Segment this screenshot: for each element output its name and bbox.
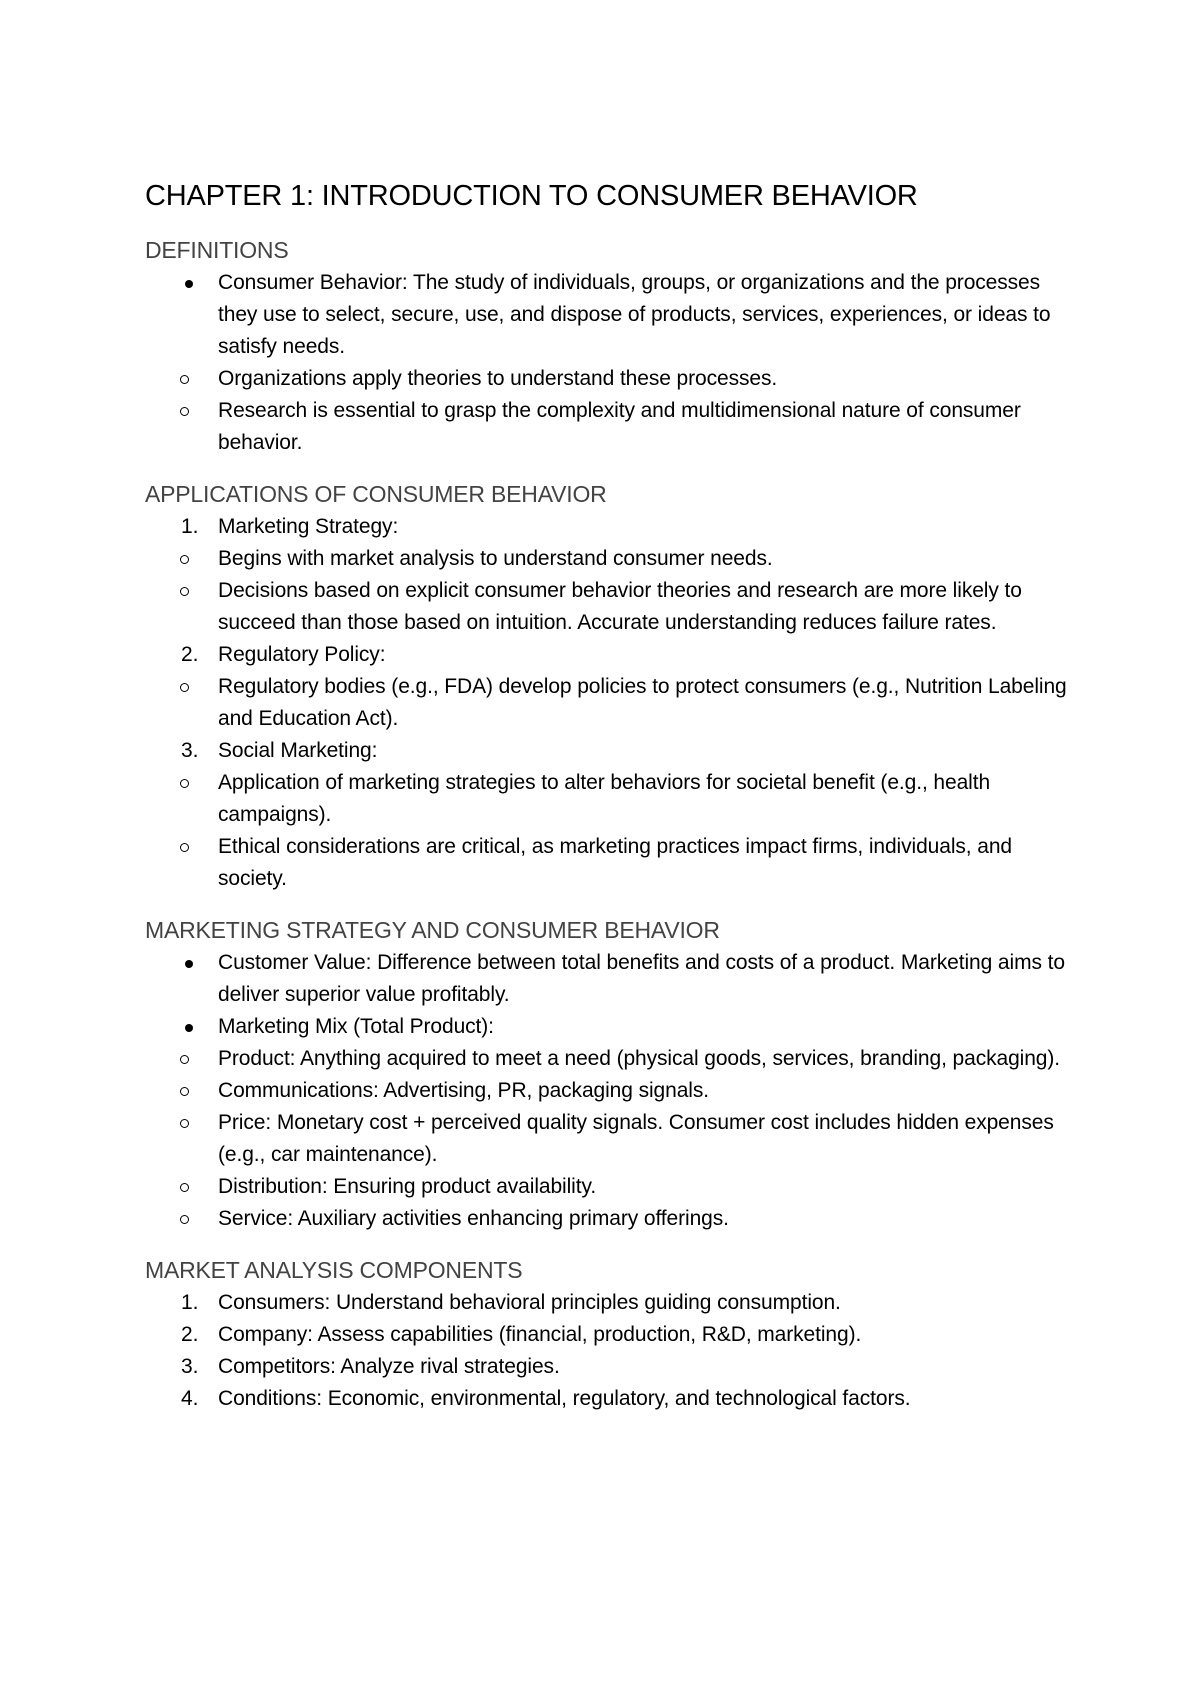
list-item-text: Marketing Strategy: xyxy=(218,515,399,538)
sub-list xyxy=(145,767,1075,895)
list-item-text: Consumers: Understand behavioral principles guiding consumption. xyxy=(218,1291,841,1314)
sub-list-item xyxy=(145,1075,1075,1107)
section xyxy=(145,479,1075,895)
sub-list-item xyxy=(145,543,1075,575)
list-item-text: Conditions: Economic, environmental, regulatory, and technological factors. xyxy=(218,1387,911,1410)
sub-list-item xyxy=(145,363,1075,395)
hollow-bullet-icon xyxy=(180,1183,189,1192)
list-item-text: Company: Assess capabilities (financial, production, R&D, marketing). xyxy=(218,1323,862,1346)
sub-list-item-text: Regulatory bodies (e.g., FDA) develop policies to protect consumers (e.g., Nutrition Labeling and Education Act). xyxy=(218,675,1067,730)
hollow-bullet-icon xyxy=(180,1055,189,1064)
sub-list-item-text: Communications: Advertising, PR, packaging signals. xyxy=(218,1079,709,1102)
list-item-text: Regulatory Policy: xyxy=(218,643,386,666)
list-item xyxy=(145,1351,1075,1383)
section-heading: DEFINITIONS xyxy=(145,237,289,263)
list-item-text: Marketing Mix (Total Product): xyxy=(218,1015,494,1038)
hollow-bullet-icon xyxy=(180,779,189,788)
bullet-list xyxy=(145,947,1075,1235)
sections-container xyxy=(145,235,1075,1415)
sub-list-item-text: Product: Anything acquired to meet a need (physical goods, services, branding, packaging). xyxy=(218,1047,1061,1070)
list-item xyxy=(145,947,1075,1011)
section xyxy=(145,1255,1075,1415)
list-item xyxy=(145,1011,1075,1043)
bullet-icon xyxy=(185,1024,193,1032)
list-number: 3. xyxy=(181,739,199,762)
sub-list-item-text: Ethical considerations are critical, as marketing practices impact firms, individuals, and society. xyxy=(218,835,1012,890)
sub-list-item-text: Organizations apply theories to understand these processes. xyxy=(218,367,778,390)
list-number: 2. xyxy=(181,1323,199,1346)
sub-list-item-text: Application of marketing strategies to alter behaviors for societal benefit (e.g., health campaigns). xyxy=(218,771,991,826)
hollow-bullet-icon xyxy=(180,843,189,852)
hollow-bullet-icon xyxy=(180,1119,189,1128)
list-item-text: Customer Value: Difference between total benefits and costs of a product. Marketing aims to deliver superior value profitably. xyxy=(218,951,1065,1006)
sub-list-item xyxy=(145,671,1075,735)
sub-list-item xyxy=(145,831,1075,895)
sub-list xyxy=(145,363,1075,459)
list-item-text: Social Marketing: xyxy=(218,739,378,762)
sub-list-item-text: Decisions based on explicit consumer behavior theories and research are more likely to succeed than those based on intuition. Accurate understanding reduces failure rates. xyxy=(218,579,1022,634)
bullet-icon xyxy=(185,960,193,968)
sub-list xyxy=(145,671,1075,735)
list-item xyxy=(145,1383,1075,1415)
sub-list-item xyxy=(145,395,1075,459)
hollow-bullet-icon xyxy=(180,1087,189,1096)
sub-list-item-text: Distribution: Ensuring product availability. xyxy=(218,1175,597,1198)
document-content xyxy=(145,178,1075,1435)
list-item xyxy=(145,267,1075,363)
sub-list xyxy=(145,543,1075,639)
list-item xyxy=(145,1319,1075,1351)
list-number: 2. xyxy=(181,643,199,666)
list-item xyxy=(145,639,1075,671)
bullet-icon xyxy=(185,280,193,288)
hollow-bullet-icon xyxy=(180,555,189,564)
list-number: 4. xyxy=(181,1387,199,1410)
list-item xyxy=(145,511,1075,543)
sub-list-item xyxy=(145,767,1075,831)
sub-list-item xyxy=(145,1171,1075,1203)
sub-list-item-text: Begins with market analysis to understand consumer needs. xyxy=(218,547,773,570)
hollow-bullet-icon xyxy=(180,587,189,596)
sub-list-item-text: Price: Monetary cost + perceived quality signals. Consumer cost includes hidden expenses (e.g., car maintenance). xyxy=(218,1111,1054,1166)
hollow-bullet-icon xyxy=(180,683,189,692)
list-number: 1. xyxy=(181,515,199,538)
numbered-list xyxy=(145,1287,1075,1415)
hollow-bullet-icon xyxy=(180,407,189,416)
list-item xyxy=(145,735,1075,767)
bullet-list xyxy=(145,267,1075,459)
sub-list-item-text: Research is essential to grasp the complexity and multidimensional nature of consumer behavior. xyxy=(218,399,1021,454)
list-item-text: Competitors: Analyze rival strategies. xyxy=(218,1355,560,1378)
sub-list xyxy=(145,1043,1075,1235)
hollow-bullet-icon xyxy=(180,375,189,384)
section-heading: APPLICATIONS OF CONSUMER BEHAVIOR xyxy=(145,481,607,507)
sub-list-item xyxy=(145,1203,1075,1235)
sub-list-item-text: Service: Auxiliary activities enhancing primary offerings. xyxy=(218,1207,729,1230)
chapter-title: CHAPTER 1: INTRODUCTION TO CONSUMER BEHAVIOR xyxy=(145,180,918,212)
section xyxy=(145,235,1075,459)
list-number: 3. xyxy=(181,1355,199,1378)
hollow-bullet-icon xyxy=(180,1215,189,1224)
section-heading: MARKET ANALYSIS COMPONENTS xyxy=(145,1257,523,1283)
sub-list-item xyxy=(145,575,1075,639)
section xyxy=(145,915,1075,1235)
list-number: 1. xyxy=(181,1291,199,1314)
sub-list-item xyxy=(145,1107,1075,1171)
section-heading: MARKETING STRATEGY AND CONSUMER BEHAVIOR xyxy=(145,917,720,943)
list-item-text: Consumer Behavior: The study of individuals, groups, or organizations and the processes they use to select, secure, use, and dispose of products, services, experiences, or ideas to satisfy needs. xyxy=(218,271,1051,358)
list-item xyxy=(145,1287,1075,1319)
numbered-list xyxy=(145,511,1075,895)
sub-list-item xyxy=(145,1043,1075,1075)
